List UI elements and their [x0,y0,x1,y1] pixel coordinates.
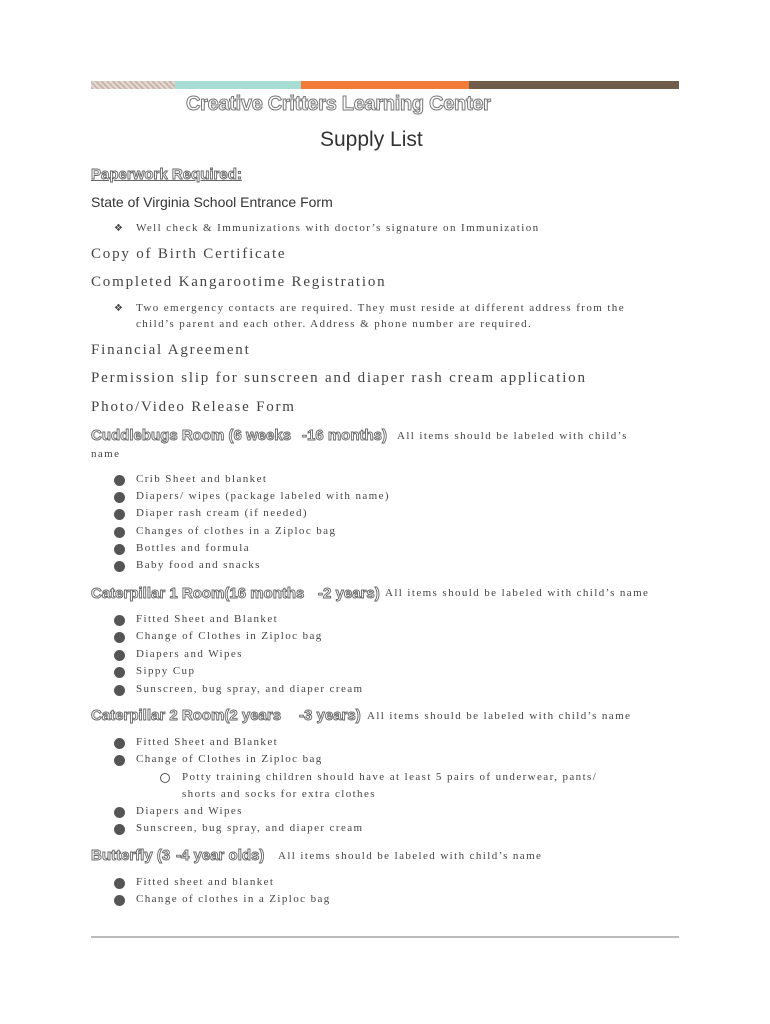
list-item: Change of Clothes in Ziploc bag [136,753,323,765]
list-item: Crib Sheet and blanket [136,473,268,485]
document-subtitle: Supply List [320,128,423,151]
form-kangarootime: Completed Kangarootime Registration [91,274,387,290]
form-birth-certificate: Copy of Birth Certificate [91,246,287,262]
list-item: Fitted Sheet and Blanket [136,736,279,748]
list-item: Diapers and Wipes [136,805,243,817]
caterpillar2-note: All items should be labeled with child’s name [367,710,632,722]
list-item: Sunscreen, bug spray, and diaper cream [136,822,364,834]
list-item: Diaper rash cream (if needed) [136,507,308,519]
bullet-icon [114,544,125,555]
form-financial-agreement: Financial Agreement [91,342,251,358]
caterpillar2-heading-b: -3 years) [299,707,361,724]
bullet-icon [114,807,125,818]
document-title: Creative Critters Learning Center [186,93,491,115]
diamond-bullet-icon: ❖ [114,303,123,314]
caterpillar1-heading-a: Caterpillar 1 Room(16 months [91,585,305,602]
bullet-icon [114,561,125,572]
bullet-icon [114,475,125,486]
bar-segment-brown [469,81,679,89]
bar-segment-teal [175,81,301,89]
bar-segment-pattern [91,81,175,89]
bar-segment-orange [301,81,469,89]
form-permission-slip: Permission slip for sunscreen and diaper rash cream application [91,370,587,386]
bullet-icon [114,492,125,503]
bullet-icon [114,685,125,696]
bullet-icon [114,509,125,520]
list-item: Changes of clothes in a Ziploc bag [136,525,337,537]
sub-list-item-cont: shorts and socks for extra clothes [182,788,376,800]
cuddlebugs-note: All items should be labeled with child’s [397,430,628,442]
butterfly-heading-a: Butterfly (3 [91,847,171,864]
list-item: Baby food and snacks [136,559,261,571]
bullet-icon [114,738,125,749]
list-item: Sunscreen, bug spray, and diaper cream [136,683,364,695]
list-item: Fitted Sheet and Blanket [136,613,279,625]
bullet-icon [114,615,125,626]
bullet-icon [114,632,125,643]
list-item: Bottles and formula [136,542,250,554]
bullet-icon [114,878,125,889]
list-item: Diapers/ wipes (package labeled with name) [136,490,390,502]
form-photo-release: Photo/Video Release Form [91,399,296,415]
header-color-bar [91,81,679,89]
footer-rule [91,936,679,938]
caterpillar1-note: All items should be labeled with child’s name [385,587,650,599]
bullet-icon [114,527,125,538]
butterfly-heading-b: -4 year olds) [176,847,265,864]
bullet-icon [114,667,125,678]
list-item: Change of clothes in a Ziploc bag [136,893,331,905]
hollow-bullet-icon [160,773,170,783]
list-item: Sippy Cup [136,665,196,677]
bullet-icon [114,895,125,906]
bullet-icon [114,824,125,835]
list-item: Change of Clothes in Ziploc bag [136,630,323,642]
list-item: Diapers and Wipes [136,648,243,660]
kangarootime-note-line1: Two emergency contacts are required. They must reside at different address from the [136,302,625,314]
caterpillar1-heading-b: -2 years) [318,585,380,602]
list-item: Fitted sheet and blanket [136,876,275,888]
butterfly-note: All items should be labeled with child’s name [278,850,543,862]
paperwork-heading: Paperwork Required: [91,166,242,183]
bullet-icon [114,755,125,766]
cuddlebugs-heading-b: -16 months) [302,427,388,444]
cuddlebugs-note-cont: name [91,448,121,460]
bullet-icon [114,650,125,661]
diamond-bullet-icon: ❖ [114,223,123,234]
sub-list-item: Potty training children should have at least 5 pairs of underwear, pants/ [182,771,598,783]
caterpillar2-heading-a: Caterpillar 2 Room(2 years [91,707,282,724]
cuddlebugs-heading-a: Cuddlebugs Room (6 weeks [91,427,292,444]
form-state-entrance: State of Virginia School Entrance Form [91,194,333,210]
kangarootime-note-line2: child’s parent and each other. Address & phone number are required. [136,318,533,330]
form-state-entrance-note: Well check & Immunizations with doctor’s signature on Immunization [136,222,540,234]
